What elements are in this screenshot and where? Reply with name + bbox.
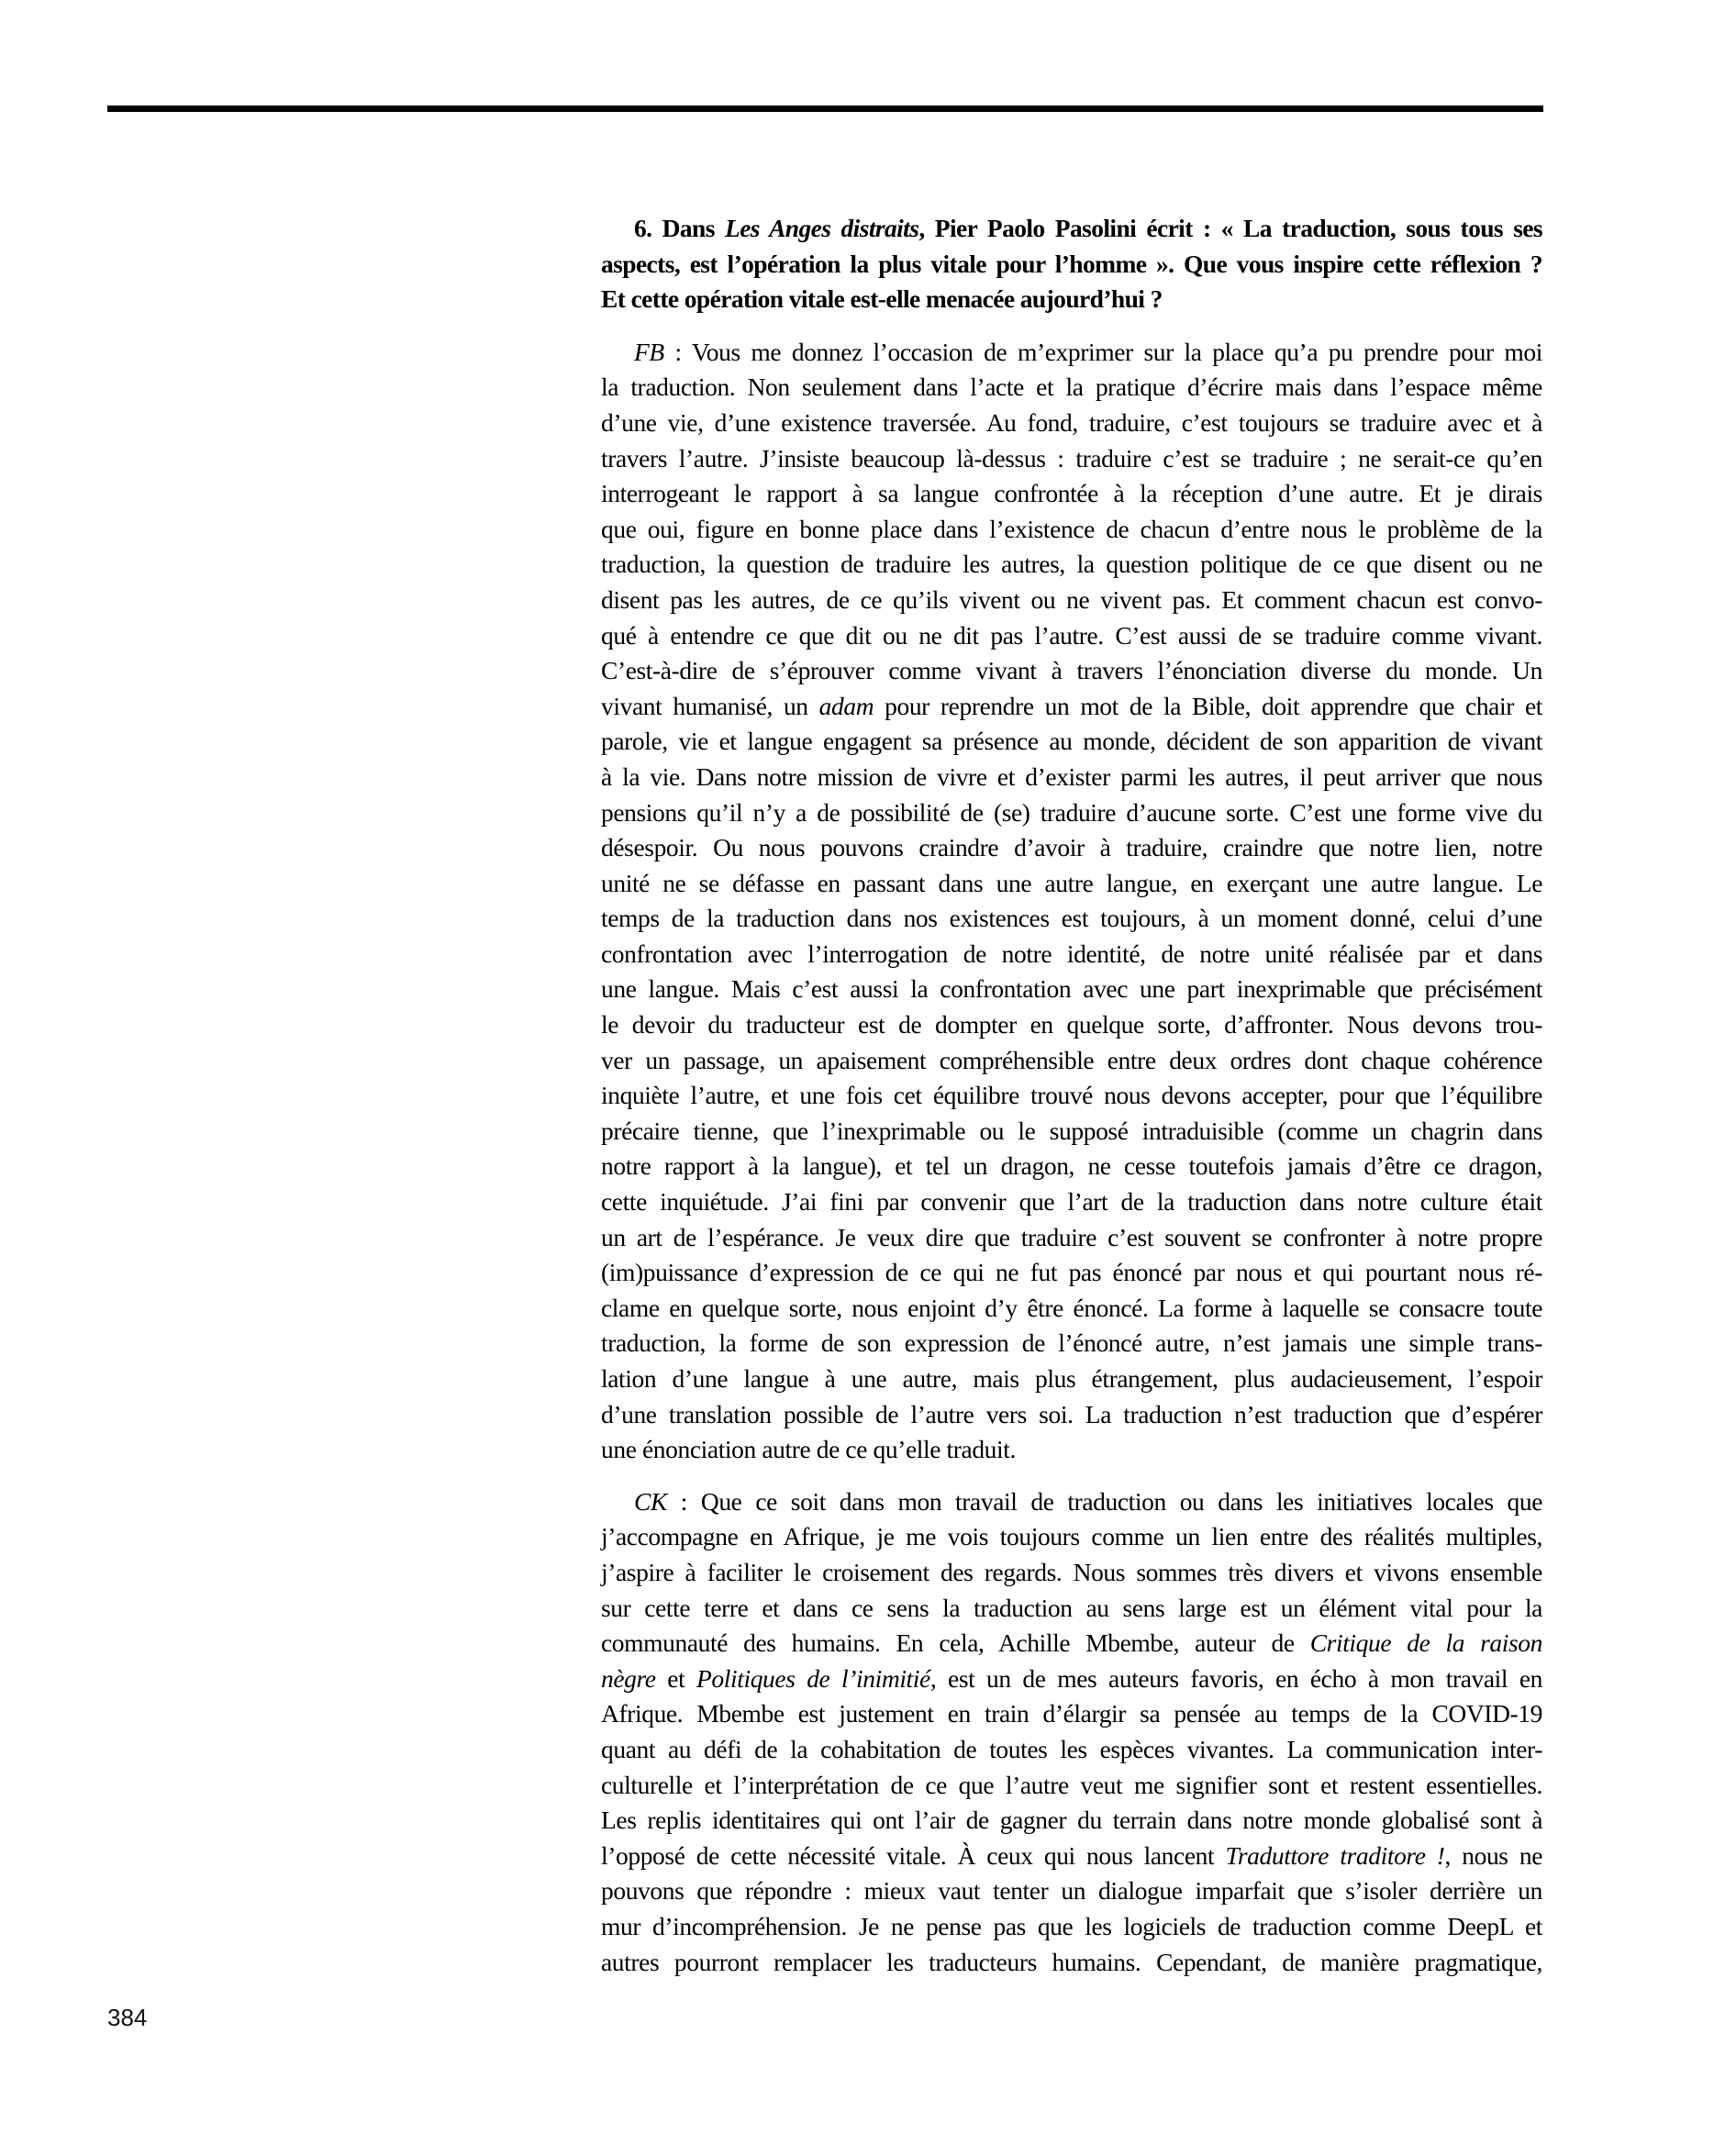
- text-line: [601, 247, 1542, 283]
- text-line: [601, 335, 1542, 371]
- text-segment: d’une vie, d’une existence traversée. Au fond, traduire, c’est toujours se traduire avec et à: [601, 407, 1542, 437]
- text-line: [601, 653, 1542, 689]
- text-segment: : Que ce soit dans mon travail de traduction ou dans les initiatives locales que: [666, 1486, 1542, 1516]
- italic-text-segment: nègre: [601, 1663, 656, 1693]
- text-line: [601, 866, 1542, 902]
- text-segment: Et cette opération vitale est-elle menacée aujourd’hui ?: [601, 284, 1163, 314]
- text-segment: unité ne se défasse en passant dans une autre langue, en exerçant une autre langue. Le: [601, 868, 1542, 897]
- text-line: [601, 618, 1542, 654]
- text-segment: quant au défi de la cohabitation de toutes les espèces vivantes. La communication inter-: [601, 1734, 1542, 1763]
- text-segment: l’opposé de cette nécessité vitale. À ceux qui nous lancent: [601, 1840, 1226, 1870]
- interview-question-block: [601, 211, 1542, 317]
- text-segment: ver un passage, un apaisement compréhensible entre deux ordres dont chaque cohérence: [601, 1045, 1542, 1074]
- text-segment: vivant humanisé, un: [601, 691, 819, 720]
- text-line: [601, 512, 1542, 548]
- text-segment: un art de l’espérance. Je veux dire que traduire c’est souvent se confronter à notre propre: [601, 1222, 1542, 1251]
- text-segment: que oui, figure en bonne place dans l’existence de chacun d’entre nous le problème de la: [601, 514, 1542, 543]
- text-line: [601, 1149, 1542, 1184]
- text-line: [601, 1432, 1542, 1468]
- text-segment: 6. Dans: [634, 214, 725, 242]
- text-segment: (im)puissance d’expression de ce qui ne fut pas énoncé par nous et qui pourtant nous ré-: [601, 1258, 1542, 1287]
- text-line: [601, 406, 1542, 441]
- text-segment: une énonciation autre de ce qu’elle traduit.: [601, 1435, 1016, 1464]
- text-segment: qué à entendre ce que dit ou ne dit pas l’autre. C’est aussi de se traduire comme vivant.: [601, 620, 1542, 650]
- text-line: [601, 1909, 1542, 1945]
- text-line: [601, 1803, 1542, 1839]
- text-line: [601, 760, 1542, 795]
- text-line: [601, 1626, 1542, 1661]
- text-segment: pouvons que répondre : mieux vaut tenter un dialogue imparfait que s’isoler derrière un: [601, 1876, 1542, 1906]
- text-line: [601, 1768, 1542, 1804]
- text-segment: : Vous me donnez l’occasion de m’exprimer sur la place qu’a pu prendre pour moi: [663, 337, 1542, 366]
- text-segment: Afrique. Mbembe est justement en train d’élargir sa pensée au temps de la COVID-19: [601, 1699, 1542, 1728]
- text-segment: communauté des humains. En cela, Achille Mbembe, auteur de: [601, 1628, 1310, 1658]
- text-line: [601, 689, 1542, 725]
- text-segment: le devoir du traducteur est de dompter en quelque sorte, d’affronter. Nous devons trou-: [601, 1010, 1542, 1039]
- italic-text-segment: FB: [634, 337, 664, 366]
- text-line: [601, 370, 1542, 406]
- text-segment: à la vie. Dans notre mission de vivre et d’exister parmi les autres, il peut arriver que nous: [601, 761, 1542, 791]
- text-segment: désespoir. Ou nous pouvons craindre d’avoir à traduire, craindre que notre lien, notre: [601, 833, 1542, 862]
- text-line: [601, 1043, 1542, 1079]
- text-segment: et: [655, 1663, 696, 1693]
- text-line: [601, 1839, 1542, 1874]
- text-line: [601, 476, 1542, 512]
- text-line: [601, 1291, 1542, 1327]
- text-line: [601, 1114, 1542, 1150]
- italic-text-segment: Les Anges distraits: [725, 214, 919, 242]
- text-segment: pour reprendre un mot de la Bible, doit apprendre que chair et: [874, 691, 1542, 720]
- text-line: [601, 724, 1542, 760]
- text-line: [601, 972, 1542, 1007]
- text-segment: traduction, la forme de son expression de l’énoncé autre, n’est jamais une simple trans-: [601, 1328, 1542, 1358]
- text-line: [601, 1484, 1542, 1520]
- text-segment: lation d’une langue à une autre, mais plus étrangement, plus audacieusement, l’espoir: [601, 1364, 1542, 1393]
- text-line: [601, 282, 1542, 317]
- page-number: 384: [107, 2004, 148, 2031]
- text-segment: mur d’incompréhension. Je ne pense pas que les logiciels de traduction comme DeepL et: [601, 1911, 1542, 1940]
- text-line: [601, 1696, 1542, 1732]
- text-segment: autres pourront remplacer les traducteurs humains. Cependant, de manière pragmatique,: [601, 1947, 1542, 1976]
- text-line: [601, 1007, 1542, 1043]
- text-line: [601, 1873, 1542, 1909]
- text-column: [601, 211, 1542, 1980]
- text-line: [601, 937, 1542, 972]
- text-line: [601, 1078, 1542, 1114]
- text-segment: disent pas les autres, de ce qu’ils vivent ou ne vivent pas. Et comment chacun est convo-: [601, 584, 1542, 614]
- text-segment: , Pier Paolo Pasolini écrit : « La traduction, sous tous ses: [918, 214, 1543, 242]
- text-line: [601, 583, 1542, 618]
- text-segment: d’une translation possible de l’autre vers soi. La traduction n’est traduction que d’espérer: [601, 1399, 1542, 1428]
- text-segment: j’accompagne en Afrique, je me vois toujours comme un lien entre des réalités multiples,: [601, 1522, 1542, 1551]
- text-line: [601, 441, 1542, 477]
- text-segment: précaire tienne, que l’inexprimable ou le supposé intraduisible (comme un chagrin dans: [601, 1116, 1542, 1145]
- text-segment: inquiète l’autre, et une fois cet équilibre trouvé nous devons accepter, pour que l’équilibre: [601, 1081, 1542, 1110]
- text-line: [601, 1184, 1542, 1220]
- text-line: [601, 1661, 1542, 1697]
- answer-paragraph-ck: [601, 1484, 1542, 1980]
- italic-text-segment: Critique de la raison: [1309, 1628, 1542, 1658]
- text-segment: j’aspire à faciliter le croisement des regards. Nous sommes très divers et vivons ensemble: [601, 1557, 1542, 1586]
- text-line: [601, 547, 1542, 583]
- text-line: [601, 1326, 1542, 1361]
- text-segment: pensions qu’il n’y a de possibilité de (se) traduire d’aucune sorte. C’est une forme vive du: [601, 797, 1542, 827]
- italic-text-segment: adam: [818, 691, 874, 720]
- text-line: [601, 1397, 1542, 1433]
- italic-text-segment: CK: [634, 1486, 667, 1516]
- text-segment: , est un de mes auteurs favoris, en écho à mon travail en: [929, 1663, 1542, 1693]
- italic-text-segment: Traduttore traditore !: [1225, 1840, 1445, 1870]
- text-segment: aspects, est l’opération la plus vitale pour l’homme ». Que vous inspire cette réflexion ?: [601, 249, 1542, 278]
- text-line: [601, 1591, 1542, 1627]
- text-segment: confrontation avec l’interrogation de notre identité, de notre unité réalisée par et dans: [601, 939, 1542, 968]
- text-segment: traduction, la question de traduire les autres, la question politique de ce que disent ou ne: [601, 550, 1542, 579]
- text-line: [601, 1255, 1542, 1291]
- text-segment: sur cette terre et dans ce sens la traduction au sens large est un élément vital pour la: [601, 1593, 1542, 1622]
- text-line: [601, 901, 1542, 937]
- text-segment: une langue. Mais c’est aussi la confrontation avec une part inexprimable que précisément: [601, 974, 1542, 1004]
- text-line: [601, 1220, 1542, 1256]
- text-segment: la traduction. Non seulement dans l’acte et la pratique d’écrire mais dans l’espace même: [601, 372, 1542, 402]
- text-line: [601, 211, 1542, 247]
- text-line: [601, 795, 1542, 831]
- text-segment: travers l’autre. J’insiste beaucoup là-dessus : traduire c’est se traduire ; ne serait-ce qu’en: [601, 443, 1542, 472]
- text-segment: temps de la traduction dans nos existences est toujours, à un moment donné, celui d’une: [601, 904, 1542, 933]
- text-segment: , nous ne: [1444, 1840, 1542, 1870]
- text-segment: parole, vie et langue engagent sa présence au monde, décident de son apparition de vivant: [601, 727, 1542, 756]
- text-line: [601, 1361, 1542, 1397]
- text-line: [601, 830, 1542, 866]
- text-segment: cette inquiétude. J’ai fini par convenir que l’art de la traduction dans notre culture était: [601, 1187, 1542, 1217]
- text-segment: culturelle et l’interprétation de ce que l’autre veut me signifier sont et restent essentielles.: [601, 1770, 1542, 1799]
- answer-paragraph-fb: [601, 335, 1542, 1468]
- text-segment: interrogeant le rapport à sa langue confrontée à la réception d’une autre. Et je dirais: [601, 479, 1542, 508]
- text-segment: Les replis identitaires qui ont l’air de gagner du terrain dans notre monde globalisé sont à: [601, 1806, 1542, 1835]
- italic-text-segment: Politiques de l’inimitié: [696, 1663, 930, 1693]
- text-segment: clame en quelque sorte, nous enjoint d’y être énoncé. La forme à laquelle se consacre toute: [601, 1293, 1542, 1322]
- text-segment: C’est-à-dire de s’éprouver comme vivant à travers l’énonciation diverse du monde. Un: [601, 656, 1542, 685]
- text-line: [601, 1732, 1542, 1768]
- text-line: [601, 1519, 1542, 1555]
- text-segment: notre rapport à la langue), et tel un dragon, ne cesse toutefois jamais d’être ce dragon,: [601, 1151, 1542, 1181]
- text-line: [601, 1945, 1542, 1981]
- section-divider-rule: [107, 106, 1543, 112]
- text-line: [601, 1555, 1542, 1591]
